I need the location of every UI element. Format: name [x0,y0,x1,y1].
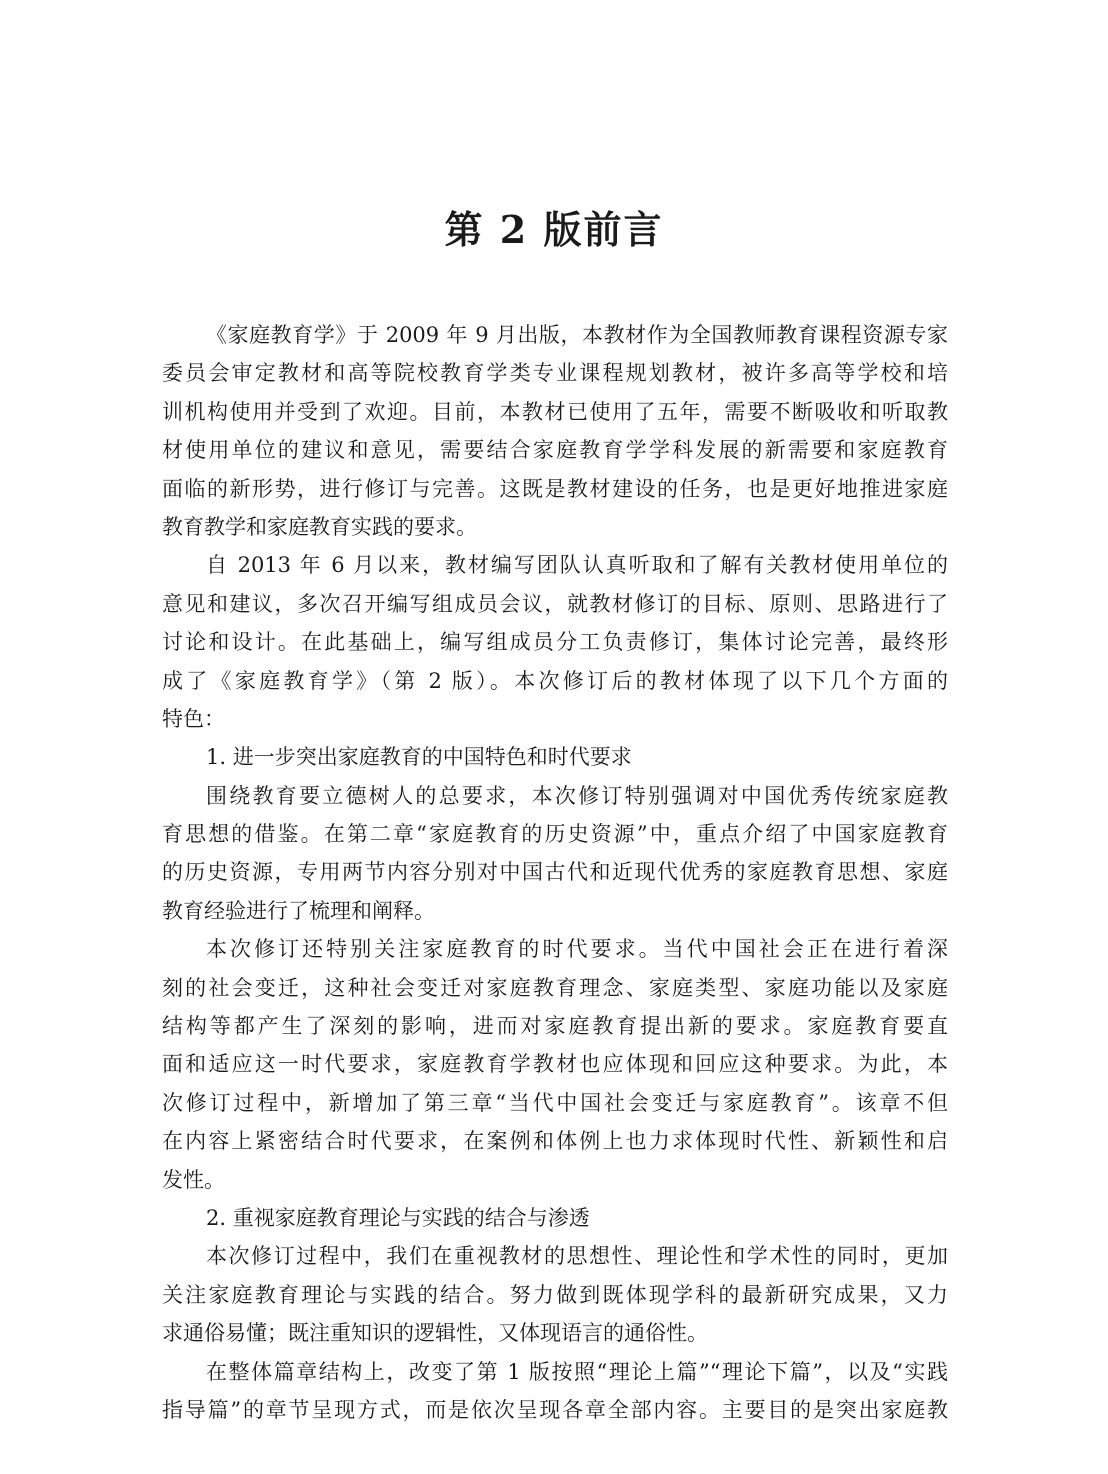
text-line: 训机构使用并受到了欢迎。目前，本教材已使用了五年，需要不断吸收和听取教 [162,399,948,424]
text-line: 在内容上紧密结合时代要求，在案例和体例上也力求体现时代性、新颖性和启 [162,1129,948,1154]
text-line: 结构等都产生了深刻的影响，进而对家庭教育提出新的要求。家庭教育要直 [162,1014,948,1039]
text-line: 发性。 [162,1167,225,1192]
text-line: 关注家庭教育理论与实践的结合。努力做到既体现学科的最新研究成果，又力 [162,1282,948,1307]
text-line: 本次修订还特别关注家庭教育的时代要求。当代中国社会正在进行着深 [206,937,948,962]
text-line: 意见和建议，多次召开编写组成员会议，就教材修订的目标、原则、思路进行了 [162,591,948,616]
text-line: 在整体篇章结构上，改变了第 1 版按照“理论上篇”“理论下篇”，以及“实践 [206,1359,948,1384]
text-line: 材使用单位的建议和意见，需要结合家庭教育学学科发展的新需要和家庭教育 [162,438,948,463]
text-line: 《家庭教育学》于 2009 年 9 月出版，本教材作为全国教师教育课程资源专家 [206,323,948,347]
text-line: 教育经验进行了梳理和阐释。 [162,898,435,923]
page-title: 第 2 版前言 [444,207,664,252]
text-line: 成了《家庭教育学》（第 2 版）。本次修订后的教材体现了以下几个方面的 [162,668,948,693]
text-line: 求通俗易懂；既注重知识的逻辑性，又体现语言的通俗性。 [162,1321,708,1346]
text-line: 教育教学和家庭教育实践的要求。 [162,514,477,539]
body-text [162,316,948,1429]
text-line: 讨论和设计。在此基础上，编写组成员分工负责修订，集体讨论完善，最终形 [162,630,948,655]
text-line: 的历史资源，专用两节内容分别对中国古代和近现代优秀的家庭教育思想、家庭 [162,860,948,885]
text-line: 本次修订过程中，我们在重视教材的思想性、理论性和学术性的同时，更加 [206,1244,948,1269]
text-line: 2. 重视家庭教育理论与实践的结合与渗透 [206,1205,590,1230]
text-line: 面和适应这一时代要求，家庭教育学教材也应体现和回应这种要求。为此，本 [162,1052,948,1077]
text-line: 面临的新形势，进行修订与完善。这既是教材建设的任务，也是更好地推进家庭 [162,476,948,501]
text-line: 刻的社会变迁，这种社会变迁对家庭教育理念、家庭类型、家庭功能以及家庭 [162,975,948,1000]
text-line: 育思想的借鉴。在第二章“家庭教育的历史资源”中，重点介绍了中国家庭教育 [162,822,948,847]
text-line: 自 2013 年 6 月以来，教材编写团队认真听取和了解有关教材使用单位的 [206,553,948,578]
text-line: 委员会审定教材和高等院校教育学类专业课程规划教材，被许多高等学校和培 [162,361,948,386]
text-line: 1. 进一步突出家庭教育的中国特色和时代要求 [206,745,632,770]
text-line: 围绕教育要立德树人的总要求，本次修订特别强调对中国优秀传统家庭教 [206,783,948,808]
text-line: 指导篇”的章节呈现方式，而是依次呈现各章全部内容。主要目的是突出家庭教 [162,1397,948,1422]
text-line: 次修订过程中，新增加了第三章“当代中国社会变迁与家庭教育”。该章不但 [162,1090,948,1115]
text-line: 特色： [162,706,225,731]
